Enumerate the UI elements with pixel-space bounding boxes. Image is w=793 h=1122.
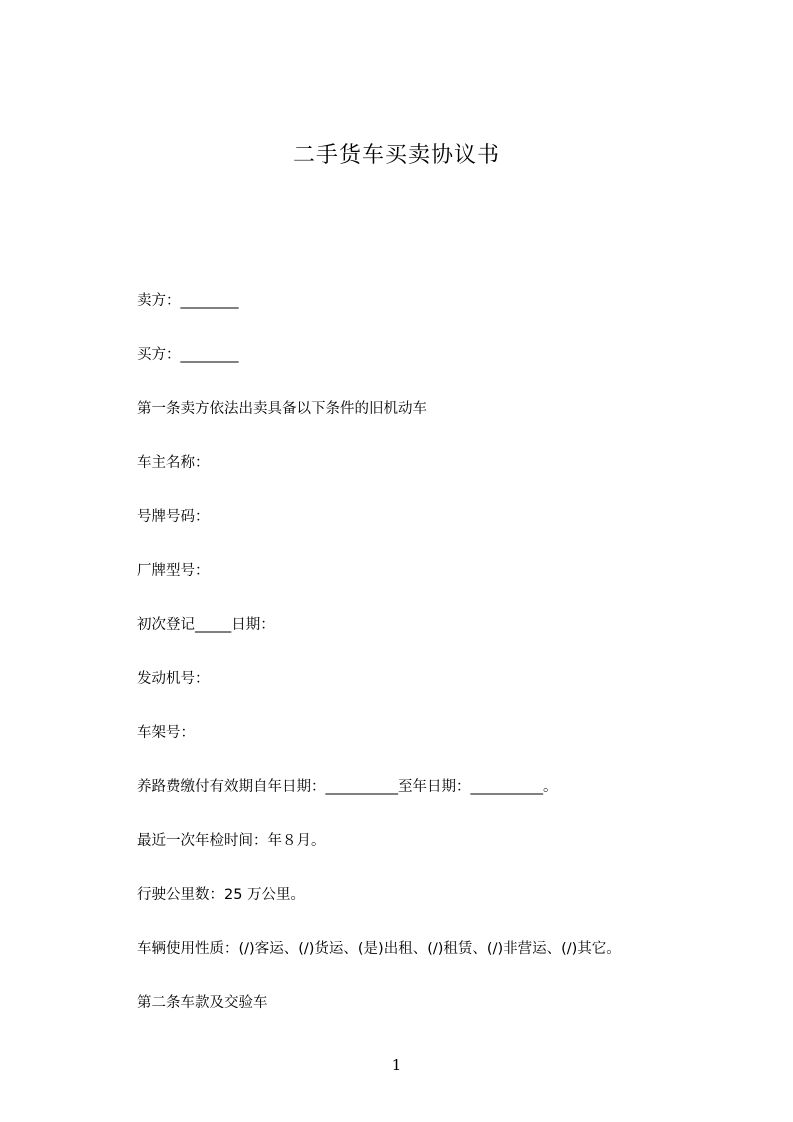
vehicle-use-type-line: 车辆使用性质：(/)客运、(/)货运、(是)出租、(/)租赁、(/)非营运、(/)其它。	[137, 941, 621, 957]
initial-registration-line: 初次登记_____日期：	[137, 617, 275, 633]
mileage-line: 行驶公里数：25 万公里。	[137, 887, 306, 903]
seller-line: 卖方：________	[137, 293, 239, 309]
brand-model-line: 厂牌型号：	[137, 563, 210, 579]
article-two-heading: 第二条车款及交验车	[137, 995, 268, 1011]
frame-number-line: 车架号：	[137, 725, 195, 741]
road-fee-validity-line: 养路费缴付有效期自年日期：__________至年日期：__________。	[137, 779, 558, 795]
buyer-line: 买方：________	[137, 347, 239, 363]
page-number: 1	[391, 1056, 402, 1074]
document-title: 二手货车买卖协议书	[292, 143, 500, 168]
article-one-heading: 第一条卖方依法出卖具备以下条件的旧机动车	[137, 401, 427, 417]
document-body	[137, 288, 737, 1044]
engine-number-line: 发动机号：	[137, 671, 210, 687]
annual-inspection-line: 最近一次年检时间：年８月。	[137, 833, 326, 849]
plate-number-line: 号牌号码：	[137, 509, 210, 525]
owner-name-line: 车主名称：	[137, 455, 210, 471]
